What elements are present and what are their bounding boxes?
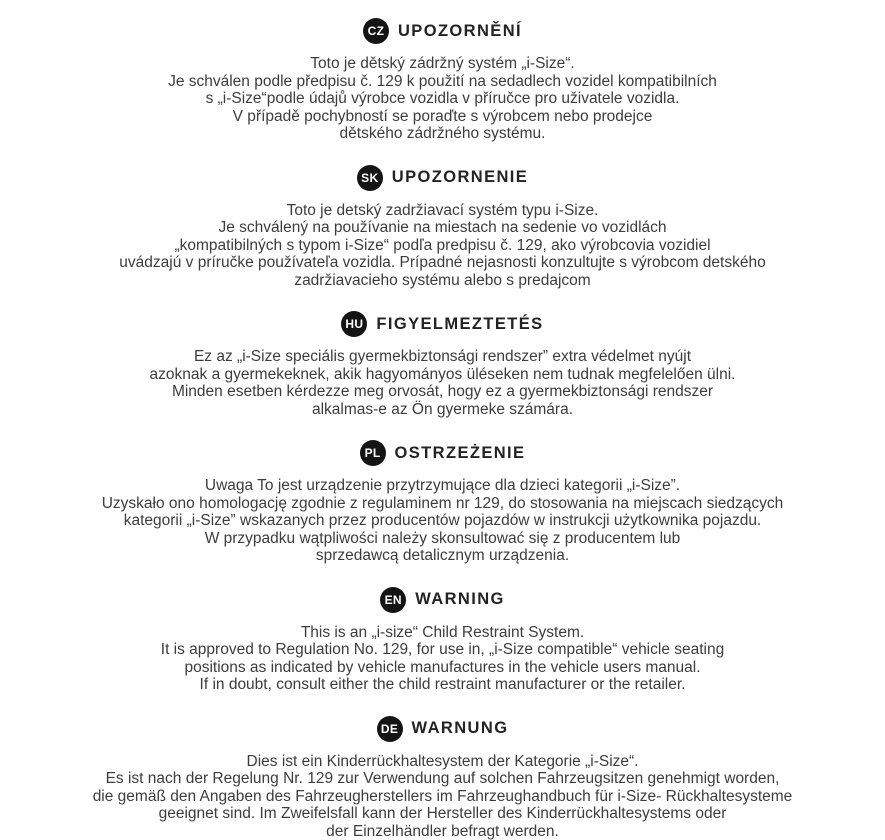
warning-text-line: Uzyskało ono homologację zgodnie z regulaminem nr 129, do stosowania na miejscach siedzących — [101, 494, 784, 512]
warning-text-line: der Einzelhändler befragt werden. — [326, 822, 559, 840]
warning-text-line: uvádzajú v príručke používateľa vozidla. Prípadné nejasnosti konzultujte s výrobcom detského — [119, 254, 766, 271]
warning-text-line: Minden esetben kérdezze meg orvosát, hogy ez a gyermekbiztonsági rendszer — [171, 383, 714, 400]
warning-text-line: Es ist nach der Regelung Nr. 129 zur Verwendung auf solchen Fahrzeugsitzen genehmigt worden, — [105, 770, 780, 787]
section-heading: FIGYELMEZTETÉS — [376, 314, 544, 333]
language-badge-cz-icon: CZ — [363, 18, 389, 44]
section-heading: WARNING — [415, 590, 505, 608]
warning-text-line: kategorii „i-Size” wskazanych przez producentów pojazdów w instrukcji użytkownika pojazdu. — [123, 512, 762, 529]
warning-text-line: This is an „i-size“ Child Restraint System. — [300, 623, 585, 641]
warning-text-line: die gemäß den Angaben des Fahrzeugherstellers im Fahrzeughandbuch für i-Size- Rückhaltesysteme — [92, 787, 793, 805]
warning-section — [0, 165, 885, 290]
warning-text-line: Dies ist ein Kinderrückhaltesystem der Kategorie „i-Size“. — [246, 752, 639, 770]
warning-text-line: Uwaga To jest urządzenie przytrzymujące dla dzieci kategorii „i-Size”. — [204, 477, 681, 494]
warning-text-line: Toto je detský zadržiavací systém typu i-Size. — [286, 201, 599, 219]
warning-text-line: positions as indicated by vehicle manufactures in the vehicle users manual. — [184, 658, 701, 676]
warning-section — [0, 716, 885, 840]
warning-text-line: Toto je dětský zádržný systém „i-Size“. — [310, 55, 575, 72]
language-badge-en-icon: EN — [380, 587, 406, 613]
language-badge-pl-icon: PL — [360, 440, 386, 466]
warning-text-line: „kompatibilných s typom i-Size“ podľa predpisu č. 129, ako výrobcovia vozidiel — [174, 236, 711, 254]
section-heading-row — [0, 716, 885, 742]
warning-section — [0, 587, 885, 694]
warning-text-line: If in doubt, consult either the child restraint manufacturer or the retailer. — [199, 676, 686, 693]
section-heading: UPOZORNENIE — [391, 168, 529, 186]
warning-text-line: alkalmas-e az Ön gyermeke számára. — [311, 400, 573, 418]
warning-text-block — [0, 477, 885, 565]
section-heading: UPOZORNĚNÍ — [397, 21, 522, 40]
language-badge-hu-icon: HU — [341, 311, 367, 337]
warning-section — [0, 18, 885, 143]
warning-section — [0, 440, 885, 565]
warning-text-line: azoknak a gyermekeknek, akik hagyományos üléseken nem tudnak megfelelően ülni. — [149, 365, 736, 383]
section-heading-row — [0, 18, 885, 44]
language-badge-de-icon: DE — [377, 716, 403, 742]
section-heading: WARNUNG — [411, 719, 509, 737]
warning-text-line: geeignet sind. Im Zweifelsfall kann der Hersteller des Kinderrückhaltesystems oder — [158, 805, 727, 822]
warning-text-line: Ez az „i-Size speciális gyermekbiztonsági rendszer” extra védelmet nyújt — [193, 348, 692, 365]
warning-text-line: zadržiavacieho systému alebo s predajcom — [294, 271, 591, 289]
warning-section — [0, 311, 885, 418]
warning-text-line: dětského zádržného systému. — [339, 125, 546, 142]
warning-text-line: It is approved to Regulation No. 129, for use in, „i-Size compatible“ vehicle seating — [160, 641, 725, 658]
section-heading: OSTRZEŻENIE — [394, 443, 526, 462]
section-heading-row — [0, 165, 885, 191]
warning-text-line: sprzedawcą detalicznym urządzenia. — [315, 547, 570, 564]
warning-text-block — [0, 202, 885, 290]
warning-text-line: s „i-Size“podle údajů výrobce vozidla v příručce pro uživatele vozidla. — [205, 90, 680, 107]
warning-text-line: W przypadku wątpliwości należy skonsultować się z producentem lub — [204, 529, 681, 547]
warning-text-block — [0, 753, 885, 840]
warning-text-line: V případě pochybností se poraďte s výrobcem nebo prodejce — [232, 107, 653, 125]
warning-text-block — [0, 348, 885, 418]
section-heading-row — [0, 440, 885, 466]
section-heading-row — [0, 311, 885, 337]
warning-text-line: Je schválen podle předpisu č. 129 k použití na sedadlech vozidel kompatibilních — [168, 72, 717, 90]
warning-text-block — [0, 55, 885, 143]
section-heading-row — [0, 587, 885, 613]
language-badge-sk-icon: SK — [357, 165, 383, 191]
warning-text-line: Je schválený na používanie na miestach na sedenie vo vozidlách — [218, 219, 667, 236]
warning-text-block — [0, 624, 885, 694]
